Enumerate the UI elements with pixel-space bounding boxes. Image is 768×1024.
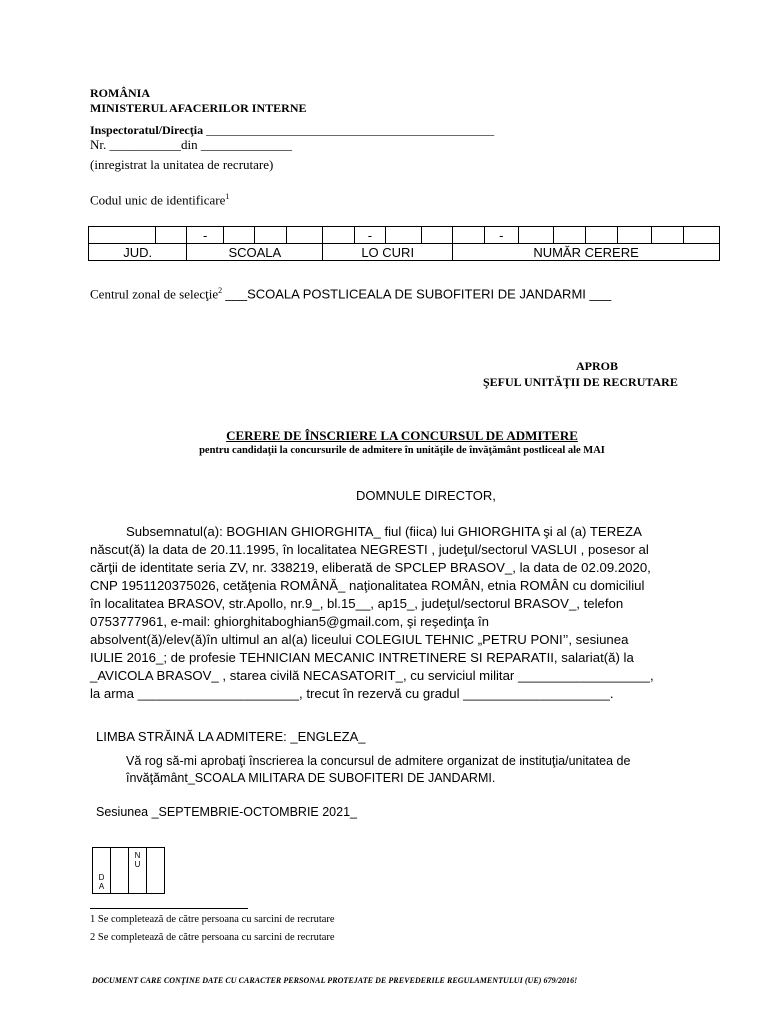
inspectorate-value: ________________________________________________ xyxy=(206,123,495,137)
footnote-mark-1: 1 xyxy=(225,192,230,201)
da-cell[interactable] xyxy=(93,848,111,894)
document-title: CERERE DE ÎNSCRIERE LA CONCURSUL DE ADMITERE xyxy=(226,428,578,443)
paragraph-line-1: Subsemnatul(a): BOGHIAN GHIORGHITA_ fiul (fiica) lui GHIORGHITA şi al (a) TEREZA xyxy=(126,524,642,539)
inspectorate-line xyxy=(90,123,494,138)
code-cell[interactable] xyxy=(453,227,484,244)
approval-subtitle: ŞEFUL UNITĂŢII DE RECRUTARE xyxy=(483,375,678,389)
selection-center-value: ___SCOALA POSTLICEALA DE SUBOFITERI DE JANDARMI ___ xyxy=(225,286,612,302)
paragraph-line-10: la arma ______________________, trecut în rezervă cu gradul ____________________. xyxy=(90,686,614,701)
code-cell[interactable] xyxy=(155,227,186,244)
code-cell[interactable] xyxy=(585,227,617,244)
request-line-2: învăţământ_SCOALA MILITARA DE SUBOFITERI DE JANDARMI. xyxy=(126,771,496,785)
personal-data-disclaimer: DOCUMENT CARE CONŢINE DATE CU CARACTER PERSONAL PROTEJATE DE PREVEDERILE REGULAMENTULUI (UE) 679/2016! xyxy=(92,976,578,985)
paragraph-line-6: 0753777961, e-mail: ghiorghitaboghian5@gmail.com, şi reşedinţa în xyxy=(90,614,489,629)
code-separator: - xyxy=(484,227,518,244)
id-code-input-row xyxy=(89,227,720,244)
paragraph-line-9: _AVICOLA BRASOV_ , starea civilă NECASATORIT_, cu serviciul militar __________________, xyxy=(90,668,654,683)
document-subtitle: pentru candidaţii la concursurile de admitere în unităţile de învăţământ postliceal ale MAI xyxy=(199,445,605,456)
code-cell[interactable] xyxy=(519,227,553,244)
id-code-label xyxy=(90,192,229,208)
foreign-language: LIMBA STRĂINĂ LA ADMITERE: _ENGLEZA_ xyxy=(96,729,366,744)
paragraph-line-8: IULIE 2016_; de profesie TEHNICIAN MECANIC INTRETINERE SI REPARATII, salariat(ă) la xyxy=(90,650,634,665)
session-line: Sesiunea _SEPTEMBRIE-OCTOMBRIE 2021_ xyxy=(96,805,357,819)
paragraph-line-4: CNP 1951120375026, cetăţenia ROMÂNĂ_ naţionalitatea ROMÂN, etnia ROMÂN cu domiciliul xyxy=(90,578,645,593)
paragraph-line-5: în localitatea BRASOV, str.Apollo, nr.9_, bl.15__, ap15_, judeţul/sectorul BRASOV_, telefon xyxy=(90,596,624,611)
da-letter-d: D xyxy=(98,873,105,882)
paragraph-line-3: cărţii de identitate seria ZV, nr. 338219, eliberată de SPCLEP BRASOV_, la data de 02.09.2020, xyxy=(90,560,651,575)
code-cell[interactable] xyxy=(618,227,651,244)
code-cell[interactable] xyxy=(255,227,286,244)
paragraph-line-7: absolvent(ă)/elev(ă)în ultimul an al(a) liceului COLEGIUL TEHNIC „PETRU PONI’’, sesiunea xyxy=(90,632,629,647)
selection-center-label: Centrul zonal de selecţie xyxy=(90,286,219,302)
da-mark-cell[interactable] xyxy=(111,848,129,894)
footnote-1: 1 Se completează de către persoana cu sarcini de recrutare xyxy=(90,914,335,925)
code-separator: - xyxy=(354,227,385,244)
salutation: DOMNULE DIRECTOR, xyxy=(356,488,496,503)
country-name: ROMÂNIA xyxy=(90,86,150,100)
code-cell[interactable] xyxy=(89,227,156,244)
request-line-1: Vă rog să-mi aprobaţi înscrierea la concursul de admitere organizat de instituţia/unitatea de xyxy=(126,754,631,768)
footnote-mark-2: 2 xyxy=(218,286,223,295)
paragraph-line-2: născut(ă) la data de 20.11.1995, în localitatea NEGRESTI , judeţul/sectorul VASLUI , posesor al xyxy=(90,542,649,557)
ministry-name: MINISTERUL AFACERILOR INTERNE xyxy=(90,101,307,115)
label-scoala: SCOALA xyxy=(187,244,323,261)
code-cell[interactable] xyxy=(286,227,323,244)
id-code-label-row xyxy=(89,244,720,261)
label-numar-cerere: NUMĂR CERERE xyxy=(453,244,720,261)
da-nu-checkbox xyxy=(92,847,165,894)
code-cell[interactable] xyxy=(323,227,354,244)
approval-title: APROB xyxy=(576,359,618,373)
registration-number-line: Nr. ___________din ______________ xyxy=(90,137,292,152)
nu-mark-cell[interactable] xyxy=(147,848,165,894)
code-cell[interactable] xyxy=(421,227,452,244)
selection-center-line xyxy=(90,286,611,302)
footnote-2: 2 Se completează de către persoana cu sarcini de recrutare xyxy=(90,932,335,943)
registered-note: (inregistrat la unitatea de recrutare) xyxy=(90,157,274,172)
footnote-separator xyxy=(90,908,248,909)
code-cell[interactable] xyxy=(386,227,422,244)
da-letter-a: A xyxy=(98,882,105,891)
code-cell[interactable] xyxy=(651,227,683,244)
inspectorate-label: Inspectoratul/Direcţia xyxy=(90,123,204,137)
code-separator: - xyxy=(187,227,224,244)
label-judet: JUD. xyxy=(89,244,187,261)
id-code-table xyxy=(88,226,720,261)
nu-letter-u: U xyxy=(134,860,141,869)
code-cell[interactable] xyxy=(684,227,720,244)
code-cell[interactable] xyxy=(553,227,585,244)
code-cell[interactable] xyxy=(223,227,254,244)
id-code-label-text: Codul unic de identificare xyxy=(90,192,226,208)
nu-letter-n: N xyxy=(134,851,141,860)
nu-cell[interactable] xyxy=(129,848,147,894)
label-locuri: LO CURI xyxy=(323,244,453,261)
